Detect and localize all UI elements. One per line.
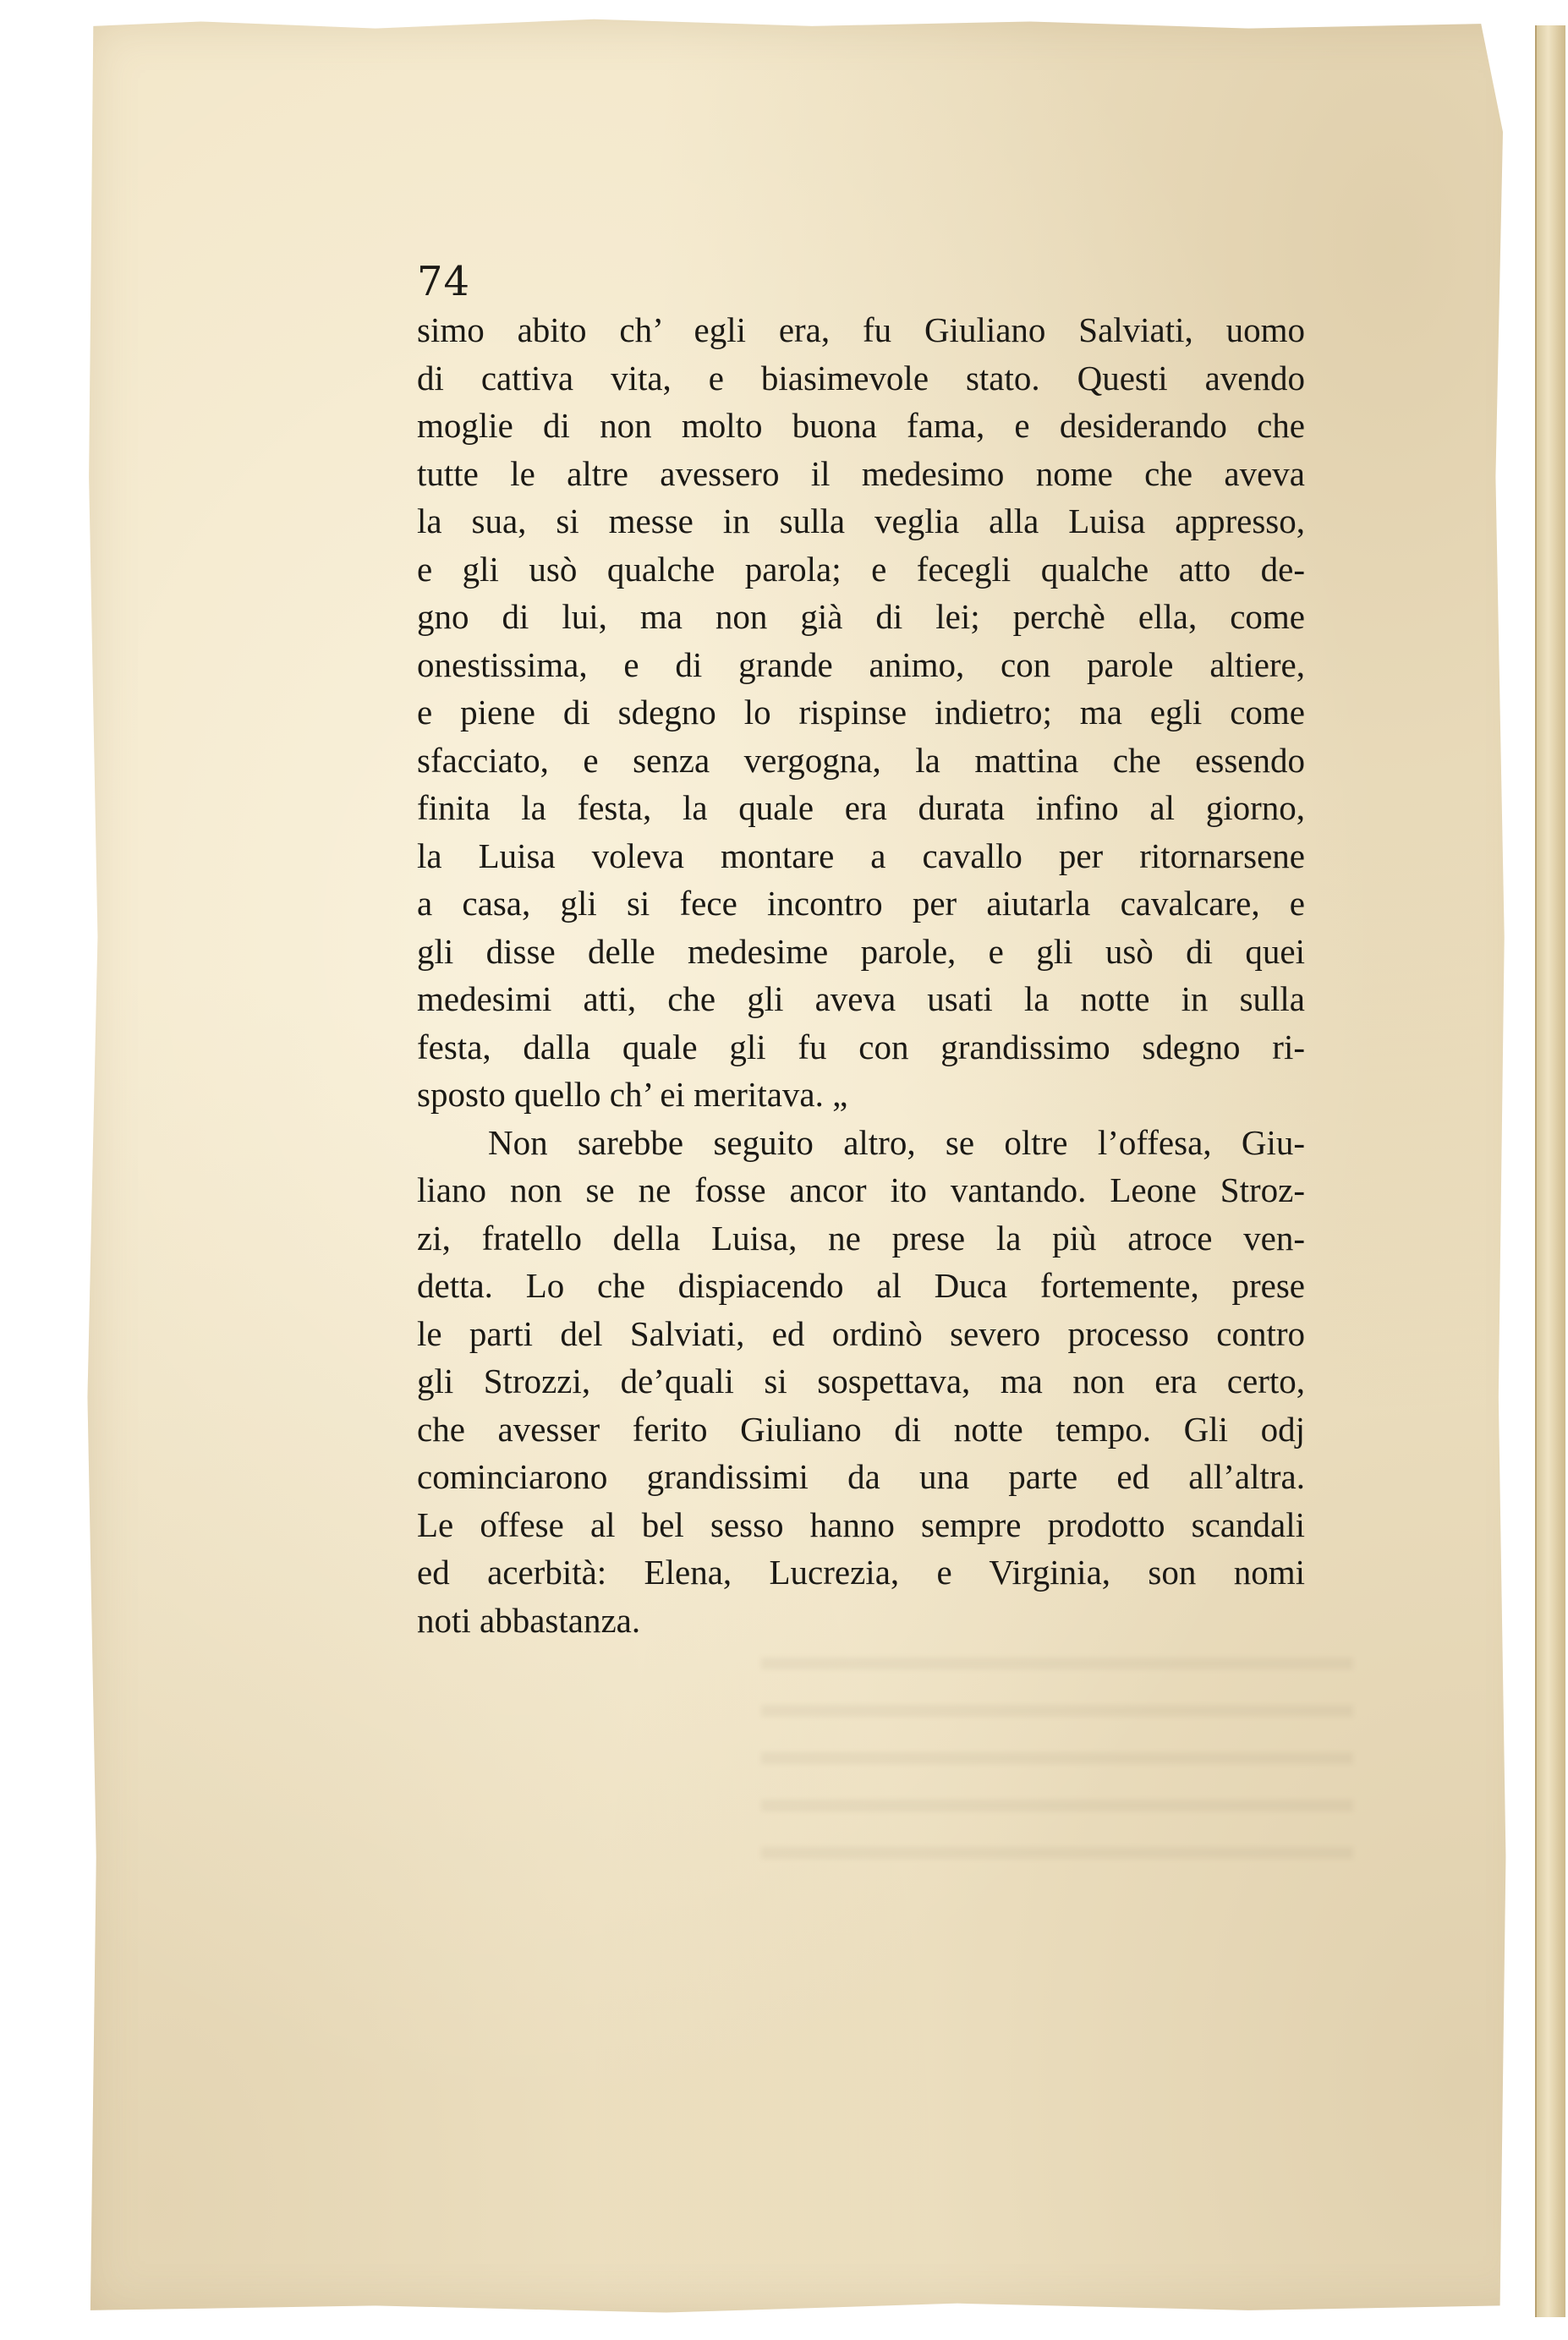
text-line: che avesser ferito Giuliano di notte tempo. Gli odj [417, 1409, 1305, 1449]
text-line: cominciarono grandissimi da una parte ed all’altra. [417, 1457, 1305, 1496]
text-line: gli disse delle medesime parole, e gli usò di quei [417, 931, 1305, 971]
body-text [417, 306, 1305, 1644]
text-line: di cattiva vita, e biasimevole stato. Questi avendo [417, 358, 1305, 397]
text-line: la sua, si messe in sulla veglia alla Luisa appresso, [417, 501, 1305, 540]
binding-edge [1535, 25, 1565, 2317]
text-line: simo abito ch’ egli era, fu Giuliano Salviati, uomo [417, 310, 1305, 349]
text-line: e piene di sdegno lo rispinse indietro; ma egli come [417, 693, 1305, 732]
text-line: tutte le altre avessero il medesimo nome che aveva [417, 453, 1305, 493]
text-line: sfacciato, e senza vergogna, la mattina che essendo [417, 740, 1305, 780]
text-line: moglie di non molto buona fama, e desiderando che [417, 406, 1305, 445]
page-number: 74 [417, 258, 471, 305]
text-line: e gli usò qualche parola; e fecegli qualche atto de- [417, 549, 1305, 589]
paragraph-1 [417, 306, 1305, 1119]
paragraph-2 [417, 1119, 1305, 1645]
text-line: zi, fratello della Luisa, ne prese la più atroce ven- [417, 1218, 1305, 1258]
text-line: Le offese al bel sesso hanno sempre prodotto scandali [417, 1504, 1305, 1544]
text-line: noti abbastanza. [417, 1600, 641, 1640]
text-line: Non sarebbe seguito altro, se oltre l’offesa, Giu- [488, 1122, 1305, 1162]
text-line: gno di lui, ma non già di lei; perchè ella, come [417, 597, 1305, 636]
text-line: a casa, gli si fece incontro per aiutarla cavalcare, e [417, 884, 1305, 923]
text-line: onestissima, e di grande animo, con parole altiere, [417, 644, 1305, 684]
text-line: ed acerbità: Elena, Lucrezia, e Virginia, son nomi [417, 1553, 1305, 1592]
text-line: liano non se ne fosse ancor ito vantando. Leone Stroz- [417, 1170, 1305, 1209]
text-line: detta. Lo che dispiacendo al Duca fortemente, prese [417, 1266, 1305, 1305]
text-line: sposto quello ch’ ei meritava. „ [417, 1075, 848, 1114]
text-line: finita la festa, la quale era durata infino al giorno, [417, 788, 1305, 827]
ink-bleed-through [761, 1658, 1353, 1894]
text-line: festa, dalla quale gli fu con grandissimo sdegno ri- [417, 1027, 1305, 1066]
text-line: le parti del Salviati, ed ordinò severo processo contro [417, 1313, 1305, 1353]
text-line: gli Strozzi, de’quali si sospettava, ma non era certo, [417, 1362, 1305, 1400]
text-line: la Luisa voleva montare a cavallo per ritornarsene [417, 836, 1305, 875]
text-line: medesimi atti, che gli aveva usati la notte in sulla [417, 979, 1305, 1018]
